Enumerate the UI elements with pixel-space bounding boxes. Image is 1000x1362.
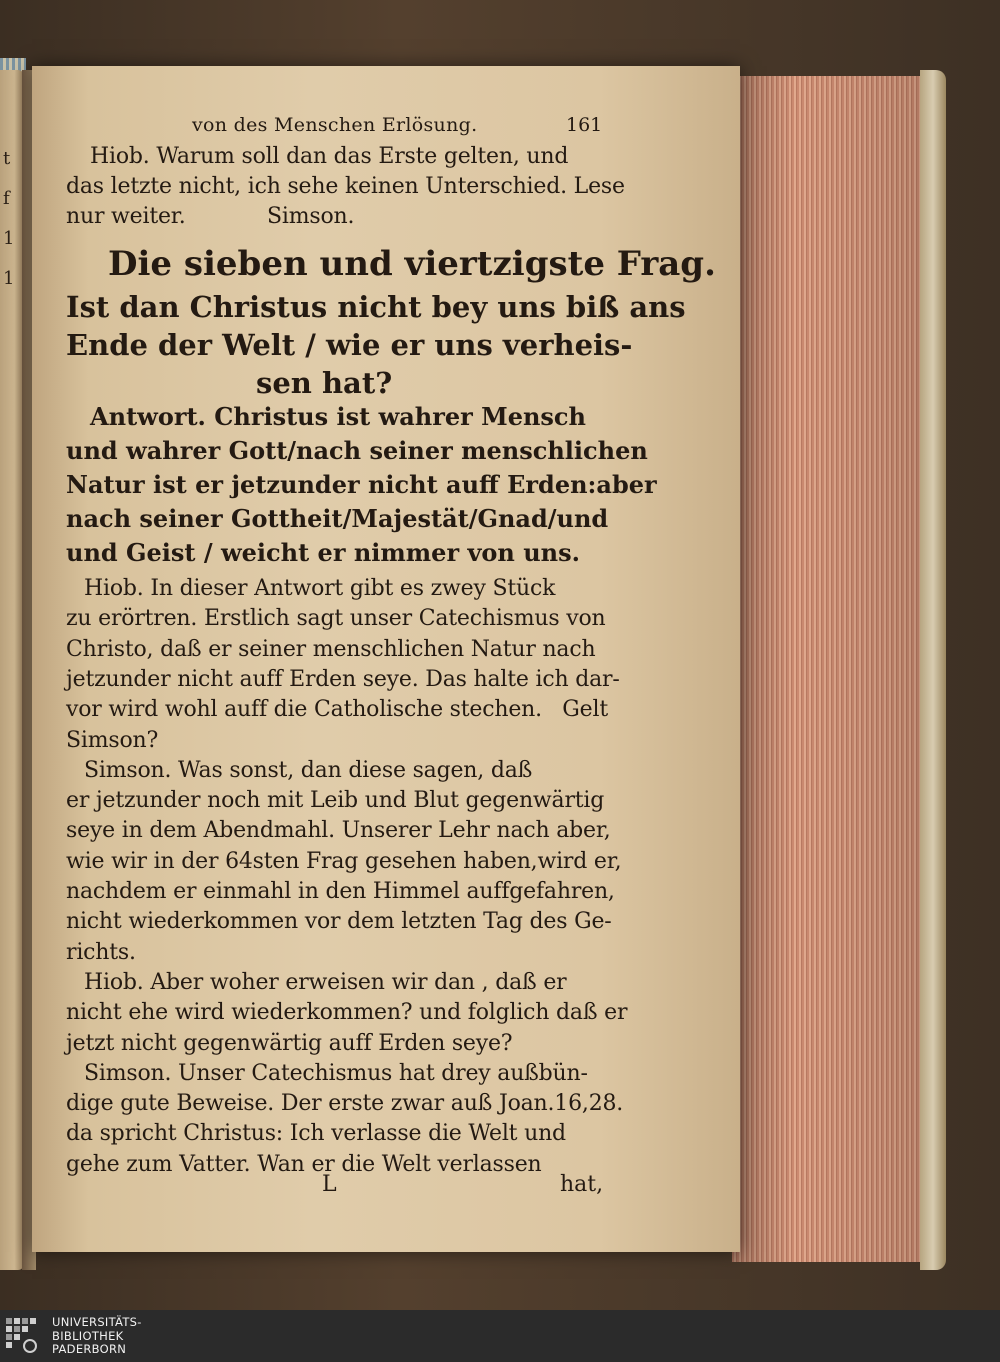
running-head: von des Menschen Erlösung.: [192, 114, 478, 136]
left-page-glyph: 1: [3, 268, 15, 289]
dialogue-line: Simson?: [66, 727, 159, 753]
footer-bar: [0, 1310, 1000, 1362]
dialogue-line: richts.: [66, 939, 136, 965]
page-block-edges: [732, 76, 940, 1262]
page-number: 161: [566, 114, 603, 136]
question-line: Ist dan Christus nicht bey uns biß ans: [66, 290, 686, 324]
text-line: das letzte nicht, ich sehe keinen Unterschied. Lese: [66, 174, 625, 199]
answer-line: Natur ist er jetzunder nicht auff Erden:aber: [66, 470, 657, 499]
answer-line: und wahrer Gott/nach seiner menschlichen: [66, 436, 648, 465]
dialogue-line: nicht wiederkommen vor dem letzten Tag des Ge-: [66, 909, 612, 935]
dialogue-line: Hiob. In dieser Antwort gibt es zwey Stück: [84, 576, 556, 601]
dialogue-line: Christo, daß er seiner menschlichen Natur nach: [66, 636, 596, 662]
dialogue-line: nachdem er einmahl in den Himmel auffgefahren,: [66, 879, 615, 904]
library-name: [52, 1316, 142, 1357]
left-page-glyph: t: [3, 148, 11, 169]
left-page-glyph: f: [3, 188, 10, 209]
dialogue-line: jetzunder nicht auff Erden seye. Das halte ich dar-: [66, 666, 620, 692]
dialogue-line: Hiob. Aber woher erweisen wir dan , daß er: [84, 969, 567, 995]
text-line: Hiob. Warum soll dan das Erste gelten, und: [90, 144, 569, 169]
dialogue-line: nicht ehe wird wiederkommen? und folglich daß er: [66, 1000, 628, 1026]
left-page-glyph: 1: [3, 228, 15, 249]
dialogue-line: da spricht Christus: Ich verlasse die Welt und: [66, 1121, 566, 1147]
dialogue-line: wie wir in der 64sten Frag gesehen haben,wird er,: [66, 848, 622, 874]
text-line: nur weiter. Simson.: [66, 204, 355, 229]
answer-line: nach seiner Gottheit/Majestät/Gnad/und: [66, 504, 609, 533]
dialogue-line: zu erörtren. Erstlich sagt unser Catechismus von: [66, 606, 606, 632]
question-heading: Die sieben und viertzigste Frag.: [108, 244, 716, 284]
dialogue-line: vor wird wohl auff die Catholische stechen. Gelt: [66, 697, 608, 723]
university-library-logo-icon: [4, 1316, 42, 1356]
left-page-edge: [0, 70, 24, 1270]
answer-line: Antwort. Christus ist wahrer Mensch: [90, 402, 586, 431]
library-name-line: BIBLIOTHEK: [52, 1328, 124, 1343]
signature-mark: L: [322, 1172, 337, 1197]
dialogue-line: gehe zum Vatter. Wan er die Welt verlassen: [66, 1151, 542, 1177]
dialogue-line: jetzt nicht gegenwärtig auff Erden seye?: [66, 1030, 513, 1056]
book-cover: [920, 70, 946, 1270]
dialogue-line: seye in dem Abendmahl. Unserer Lehr nach aber,: [66, 818, 611, 844]
dialogue-line: er jetzunder noch mit Leib und Blut gegenwärtig: [66, 788, 605, 814]
question-line: sen hat?: [256, 366, 393, 400]
answer-line: und Geist / weicht er nimmer von uns.: [66, 538, 580, 567]
library-name-line: PADERBORN: [52, 1342, 127, 1356]
question-line: Ende der Welt / wie er uns verheis-: [66, 328, 633, 362]
dialogue-line: dige gute Beweise. Der erste zwar auß Joan.16,28.: [66, 1091, 624, 1117]
catchword: hat,: [560, 1172, 604, 1197]
library-name-line: UNIVERSITÄTS-: [52, 1315, 142, 1329]
dialogue-line: Simson. Unser Catechismus hat drey außbün-: [84, 1060, 588, 1086]
dialogue-line: Simson. Was sonst, dan diese sagen, daß: [84, 757, 533, 783]
